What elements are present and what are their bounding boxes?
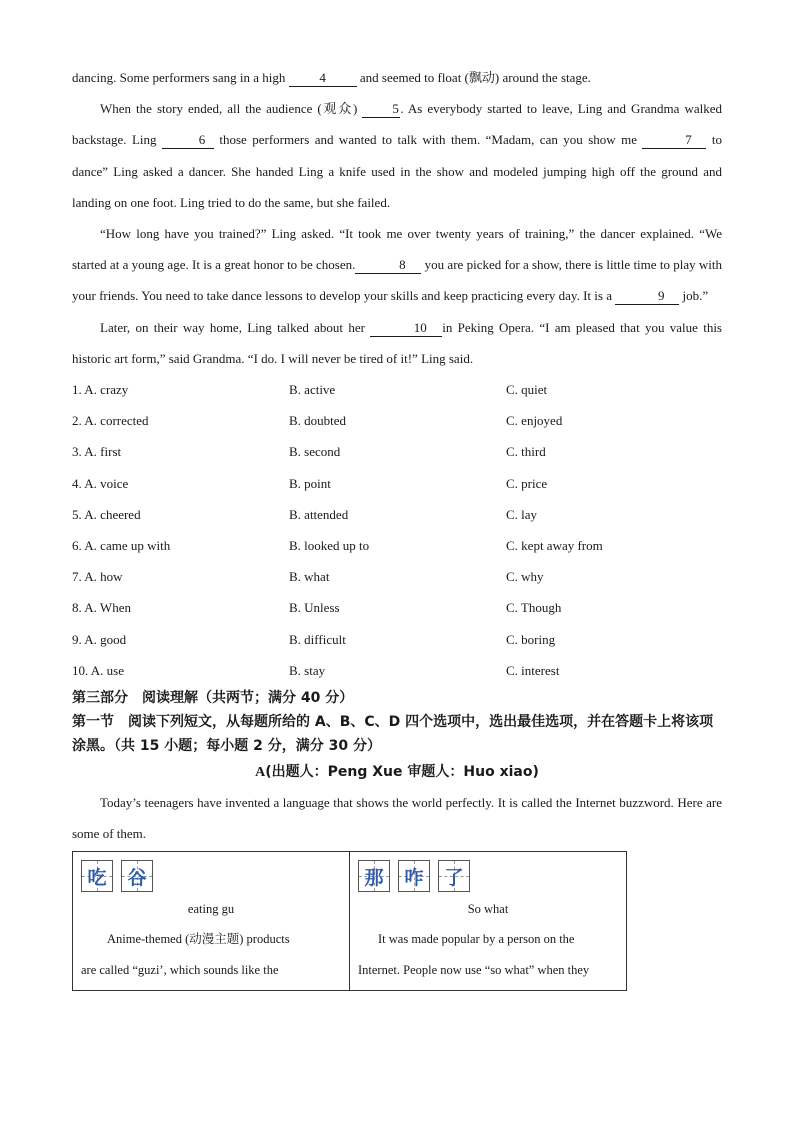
passage-paragraph-4: Later, on their way home, Ling talked about her 10 in Peking Opera. “I am pleased that you value this historic art form,” said Grandma. “I do. I will never be tired of it!” Ling said. [72,319,722,366]
section-title: 第三部分 阅读理解（共两节；满分 40 分） [72,689,354,706]
character-tile: 谷 [121,860,153,892]
option-row: 6. A. came up with B. looked up to C. kept away from [72,537,603,553]
buzzword-cell-left [73,852,350,991]
buzzword-title: eating gu [187,902,235,917]
character-tile: 吃 [81,860,113,892]
blank-9: 9 [615,288,679,305]
option-row: 3. A. first B. second C. third [72,444,546,460]
option-row: 1. A. crazy B. active C. quiet [72,382,548,398]
options-list [72,374,722,686]
option-row: 2. A. corrected B. doubted C. enjoyed [72,413,563,429]
buzzword-title: So what [467,902,509,917]
buzzword-cell-right [350,852,627,991]
passage-paragraph-3: “How long have you trained?” Ling asked. “It took me over twenty years of training,” the dancer explained. “We started at a young age. It is a great honor to be chosen. 8 you are picked for a show, there is little time to play with your friends. You need to take dance lessons to develop your skills and keep practicing every day. It is a 9 job.” [72,226,722,304]
buzzword-text: Internet. People now use “so what” when they [358,963,590,978]
blank-6: 6 [162,132,214,149]
blank-8: 8 [355,257,421,274]
blank-10: 10 [370,320,442,337]
character-tile: 那 [358,860,390,892]
section-instructions: 第一节 阅读下列短文，从每题所给的 A、B、C、D 四个选项中，选出最佳选项，并在答题卡上将该项涂黑。（共 15 小题；每小题 2 分，满分 30 分） [72,713,714,754]
passage-paragraph-1: dancing. Some performers sang in a high 4 and seemed to float (飘动) around the stage. [72,70,591,85]
buzzword-text: It was made popular by a person on the [378,932,575,947]
blank-4: 4 [289,70,357,87]
passage-paragraph-2: When the story ended, all the audience (观众) 5 . As everybody started to leave, Ling and Grandma walked backstage. Ling 6 those performers and wanted to talk with them. “Madam, can you show me 7 to dance” Ling asked a dancer. She handed Ling a knife used in the show and modeled jumping high off the ground and landing on one foot. Ling tried to do the same, but she failed. [72,101,722,210]
exam-page [72,62,722,991]
passage-intro: Today’s teenagers have invented a language that shows the world perfectly. It is called the Internet buzzword. Here are some of them. [72,794,722,842]
option-row: 5. A. cheered B. attended C. lay [72,506,538,522]
option-row: 10. A. use B. stay C. interest [72,662,560,678]
character-tile: 了 [438,860,470,892]
passage-title: A(出题人：Peng Xue 审题人：Huo xiao) [255,763,539,780]
character-tile: 咋 [398,860,430,892]
character-tiles [81,858,341,894]
buzzword-text: Anime-themed (动漫主题) products [107,932,290,947]
option-row: 4. A. voice B. point C. price [72,475,548,491]
buzzword-table [72,851,627,991]
blank-5: 5 [362,101,400,118]
blank-7: 7 [642,132,706,149]
option-row: 8. A. When B. Unless C. Though [72,600,562,616]
option-row: 9. A. good B. difficult C. boring [72,631,556,647]
buzzword-text: are called “guzi’, which sounds like the [81,963,279,978]
character-tiles [358,858,618,894]
option-row: 7. A. how B. what C. why [72,569,544,585]
